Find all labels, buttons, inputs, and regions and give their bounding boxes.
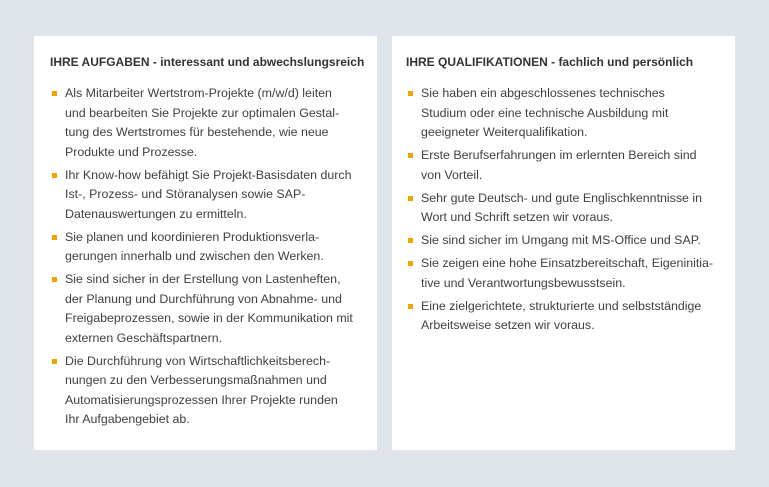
list-item-line: Sie sind sicher in der Erstellung von Lastenheften, bbox=[65, 272, 341, 286]
list-item-line: Erste Berufserfahrungen im erlernten Bereich sind bbox=[421, 148, 697, 162]
list-item-line: von Vorteil. bbox=[421, 167, 483, 182]
bullet-square-icon bbox=[52, 277, 57, 282]
list-item-line: Als Mitarbeiter Wertstrom-Projekte (m/w/d) leiten bbox=[65, 86, 332, 100]
list-item-line: Sehr gute Deutsch- und gute Englischkenntnisse in bbox=[421, 190, 703, 205]
list-item-line: tung des Wertstromes für bestehende, wie neue bbox=[65, 125, 329, 139]
list-item-line: Sie sind sicher im Umgang mit MS-Office und SAP. bbox=[421, 233, 701, 247]
list-item-line: Sie zeigen eine hohe Einsatzbereitschaft, Eigeninitia- bbox=[421, 256, 714, 270]
list-item bbox=[50, 270, 377, 348]
list-item-line: geeigneter Weiterqualifikation. bbox=[421, 125, 588, 139]
list-item-line: tive und Verantwortungsbewusstsein. bbox=[421, 275, 626, 290]
bullet-square-icon bbox=[52, 173, 57, 178]
list-item-line: und bearbeiten Sie Projekte zur optimalen Gestal- bbox=[65, 105, 340, 120]
list-item-line: externen Geschäftspartnern. bbox=[65, 330, 223, 345]
list-item bbox=[50, 166, 377, 225]
list-item-line: Sie haben ein abgeschlossenes technisches bbox=[421, 86, 665, 100]
list-item bbox=[50, 228, 377, 267]
list-item-line: Wort und Schrift setzen wir voraus. bbox=[421, 210, 613, 224]
bullet-square-icon bbox=[52, 91, 57, 96]
qualifications-card bbox=[392, 36, 735, 450]
list-item-line: Produkte und Prozesse. bbox=[65, 144, 198, 159]
bullet-square-icon bbox=[408, 261, 413, 266]
bullet-square-icon bbox=[52, 235, 57, 240]
list-item-line: Die Durchführung von Wirtschaftlichkeitsberech- bbox=[65, 353, 331, 368]
list-item-line: Arbeitsweise setzen wir voraus. bbox=[421, 318, 595, 332]
list-item-line: Studium oder eine technische Ausbildung mit bbox=[421, 105, 669, 120]
bullet-square-icon bbox=[408, 91, 413, 96]
list-item-line: Eine zielgerichtete, strukturierte und selbstständige bbox=[421, 298, 702, 313]
tasks-list bbox=[50, 84, 377, 430]
list-item bbox=[406, 189, 735, 228]
list-item-line: Datenauswertungen zu ermitteln. bbox=[65, 206, 247, 221]
list-item bbox=[406, 297, 735, 336]
list-item-line: Ist-, Prozess- und Störanalysen sowie SAP- bbox=[65, 187, 306, 201]
bullet-square-icon bbox=[408, 304, 413, 309]
list-item-line: Sie planen und koordinieren Produktionsverla- bbox=[65, 229, 320, 244]
qualifications-list bbox=[406, 84, 735, 336]
tasks-card bbox=[34, 36, 377, 450]
qualifications-title: IHRE QUALIFIKATIONEN - fachlich und persönlich bbox=[406, 55, 694, 69]
list-item-line: Freigabeprozessen, sowie in der Kommunikation mit bbox=[65, 311, 353, 325]
list-item-line: Ihr Know-how befähigt Sie Projekt-Basisdaten durch bbox=[65, 167, 352, 182]
list-item bbox=[406, 231, 735, 251]
bullet-square-icon bbox=[408, 238, 413, 243]
list-item-line: nungen zu den Verbesserungsmaßnahmen und bbox=[65, 373, 327, 387]
list-item bbox=[406, 254, 735, 293]
list-item-line: Automatisierungsprozessen Ihrer Projekte runden bbox=[65, 392, 338, 407]
list-item-line: der Planung und Durchführung von Abnahme- und bbox=[65, 291, 342, 306]
list-item-line: gerungen innerhalb und zwischen den Werken. bbox=[65, 249, 324, 263]
bullet-square-icon bbox=[408, 196, 413, 201]
list-item bbox=[50, 352, 377, 430]
list-item bbox=[406, 146, 735, 185]
bullet-square-icon bbox=[52, 359, 57, 364]
bullet-square-icon bbox=[408, 153, 413, 158]
list-item-line: Ihr Aufgabengebiet ab. bbox=[65, 412, 190, 426]
list-item bbox=[406, 84, 735, 143]
list-item bbox=[50, 84, 377, 162]
tasks-title: IHRE AUFGABEN - interessant und abwechslungsreich bbox=[50, 55, 365, 69]
